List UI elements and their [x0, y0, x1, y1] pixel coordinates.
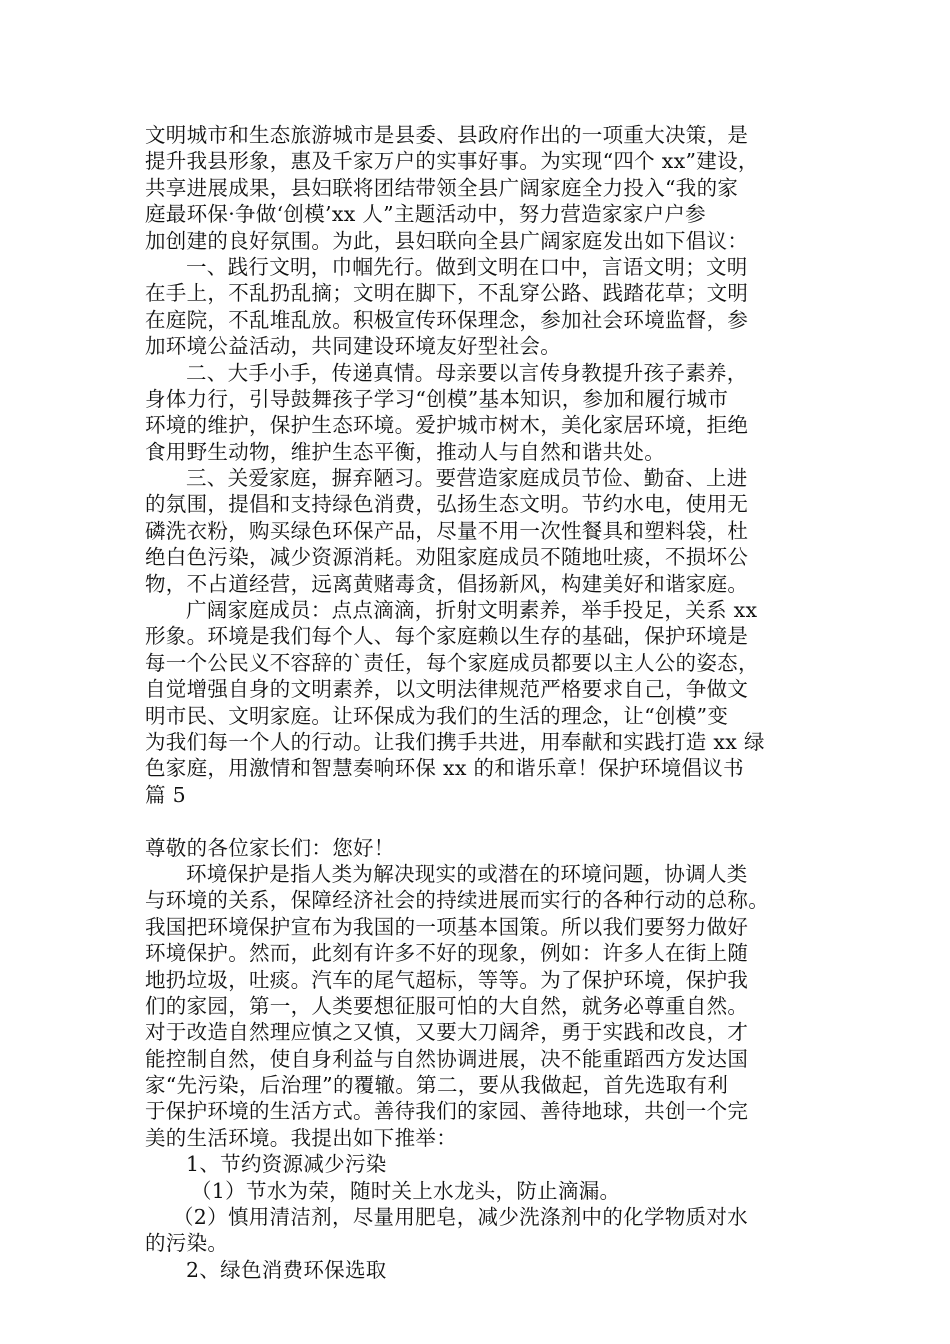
text-line: 能控制自然，使自身利益与自然协调进展，决不能重蹈西方发达国 — [145, 1046, 749, 1071]
text-line: 美的生活环境。我提出如下推举： — [145, 1125, 457, 1150]
text-line: 在手上，不乱扔乱摘；文明在脚下，不乱穿公路、践踏花草；文明 — [145, 281, 749, 306]
text-line: 一、践行文明，巾帼先行。做到文明在口中，言语文明；文明 — [186, 254, 748, 279]
text-line: 绝白色污染，减少资源消耗。劝阻家庭成员不随地吐痰，不损坏公 — [145, 545, 749, 570]
text-line: 于保护环境的生活方式。善待我们的家园、善待地球，共创一个完 — [145, 1099, 749, 1124]
text-line: 共享进展成果，县妇联将团结带领全县广阔家庭全力投入“我的家 — [145, 175, 739, 200]
text-line: 身体力行，引导鼓舞孩子学习“创模”基本知识，参加和履行城市 — [145, 386, 729, 411]
text-line: 的氛围，提倡和支持绿色消费，弘扬生态文明。节约水电，使用无 — [145, 492, 749, 517]
text-line: 二、大手小手，传递真情。母亲要以言传身教提升孩子素养， — [186, 360, 748, 385]
text-line: 色家庭，用激情和智慧奏响环保 xx 的和谐乐章！保护环境倡议书 — [145, 756, 744, 781]
text-line: 在庭院，不乱堆乱放。积极宣传环保理念，参加社会环境监督，参 — [145, 307, 749, 332]
text-line: 三、关爱家庭，摒弃陋习。要营造家庭成员节俭、勤奋、上进 — [186, 466, 748, 491]
text-line: 环境保护。然而，此刻有许多不好的现象，例如：许多人在街上随 — [145, 941, 749, 966]
text-line: 尊敬的各位家长们：您好！ — [145, 835, 395, 860]
text-line: 2、绿色消费环保选取 — [186, 1257, 387, 1282]
text-line: 提升我县形象，惠及千家万户的实事好事。为实现“四个 xx”建设， — [145, 149, 759, 174]
text-line: 磷洗衣粉，购买绿色环保产品，尽量不用一次性餐具和塑料袋，杜 — [145, 518, 749, 543]
text-line: 每一个公民义不容辞的`责任，每个家庭成员都要以主人公的姿态， — [145, 650, 759, 675]
text-line: 我国把环境保护宣布为我国的一项基本国策。所以我们要努力做好 — [145, 914, 749, 939]
text-line: 加创建的良好氛围。为此，县妇联向全县广阔家庭发出如下倡议： — [145, 228, 749, 253]
text-line: 庭最环保·争做‘创模’xx 人”主题活动中，努力营造家家户户参 — [145, 202, 706, 227]
text-line: 文明城市和生态旅游城市是县委、县政府作出的一项重大决策，是 — [145, 123, 749, 147]
document-body — [145, 122, 835, 1283]
text-line: 环境的维护，保护生态环境。爱护城市树木，美化家居环境，拒绝 — [145, 413, 749, 438]
text-line: 们的家园，第一，人类要想征服可怕的大自然，就务必尊重自然。 — [145, 993, 749, 1018]
text-line: 物，不占道经营，远离黄赌毒贪，倡扬新风，构建美好和谐家庭。 — [145, 571, 749, 596]
text-line: 环境保护是指人类为解决现实的或潜在的环境问题，协调人类 — [186, 861, 748, 886]
text-line: 与环境的关系，保障经济社会的持续进展而实行的各种行动的总称。 — [145, 888, 769, 913]
text-line: 1、节约资源减少污染 — [186, 1152, 387, 1177]
text-line: 地扔垃圾，吐痰。汽车的尾气超标，等等。为了保护环境，保护我 — [145, 967, 749, 992]
text-line: 加环境公益活动，共同建设环境友好型社会。 — [145, 334, 561, 359]
paragraph-gap — [145, 808, 835, 834]
text-line: 的污染。 — [145, 1231, 229, 1256]
text-line: （1）节水为荣，随时关上水龙头，防止滴漏。 — [191, 1178, 621, 1203]
text-line: 家“先污染，后治理”的覆辙。第二，要从我做起，首先选取有利 — [145, 1073, 729, 1098]
text-line: 自觉增强自身的文明素养，以文明法律规范严格要求自己，争做文 — [145, 677, 749, 702]
text-line: （2）慎用清洁剂，尽量用肥皂，减少洗涤剂中的化学物质对水 — [173, 1205, 748, 1230]
text-line: 篇 5 — [145, 782, 186, 807]
text-line: 为我们每一个人的行动。让我们携手共进，用奉献和实践打造 xx 绿 — [145, 729, 765, 754]
text-line: 明市民、文明家庭。让环保成为我们的生活的理念，让“创模”变 — [145, 703, 729, 728]
text-line: 对于改造自然理应慎之又慎，又要大刀阔斧，勇于实践和改良，才 — [145, 1020, 749, 1045]
text-line: 形象。环境是我们每个人、每个家庭赖以生存的基础，保护环境是 — [145, 624, 749, 649]
text-line: 广阔家庭成员：点点滴滴，折射文明素养，举手投足，关系 xx — [186, 598, 758, 623]
text-line: 食用野生动物，维护生态平衡，推动人与自然和谐共处。 — [145, 439, 665, 464]
